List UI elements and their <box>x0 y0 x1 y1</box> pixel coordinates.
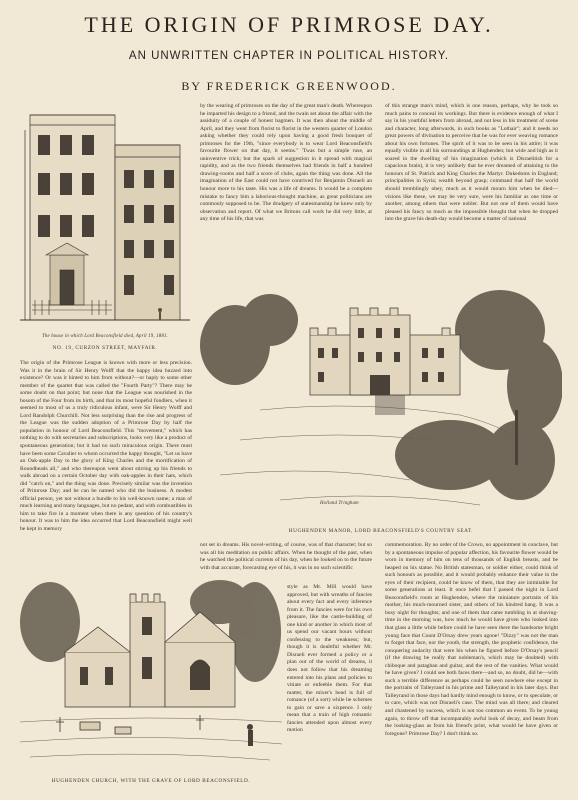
hughenden-manor-signature: Holland Tringham <box>320 501 359 506</box>
middle-bottom-text-a: not set in dreams. His novel-writing, of course, was of that character; but so was all his meditation on public affairs. When he thought of the past, when he watched the political currents of his day, when he looked on to the future with that accurate, forecasting eye of his, it was in no such scientific <box>200 542 372 571</box>
article-title: THE ORIGIN OF PRIMROSE DAY. <box>84 12 494 37</box>
curzon-street-illustration <box>20 105 190 330</box>
curzon-caption: NO. 19, CURZON STREET, MAYFAIR. <box>52 345 158 351</box>
hughenden-manor-illustration <box>200 290 562 522</box>
right-top-column-text: of this strange man's mind, which is one reason, perhaps, why he took so much pains to conceal its workings. But there is evidence enough of what I say in his youthful letters from abroad, and not less in his treatment of scene and character, long afterwards, in such books as "Lothair"; and it needs no great powers of divination to perceive that he was for ever weaving romance about his own fortunes. The spirit of it was to be seen in his attire; it was equally visible in all his surroundings at Hughenden; but wide and high as it soared in the dwelling of his imagination (which is Disraelitish for a capacious brain), it is very unlikely that he ever dreamed of attaining to the honours of St. Patrick and King Charles the Martyr. Dukedoms in England; principalities in Syria; wealth beyond grasp; command that half the world should tremblingly obey, much as it would mourn him when he died—visions like these, we may be very sure, were his familiar as one time or another, among others that were nobler. But not one of them would have pleased his fancy so much as the impossible thought that when he dropped into the grave his death-day would become a matter of national <box>385 103 558 223</box>
hughenden-manor-caption: HUGHENDEN MANOR, LORD BEACONSFIELD'S COUNTRY SEAT. <box>288 528 474 534</box>
article-subtitle: AN UNWRITTEN CHAPTER IN POLITICAL HISTORY. <box>128 50 450 62</box>
middle-top-column-text: by the wearing of primroses on the day of the great man's death. Whereupon he imparted his design to a friend, and the twain set about the affair with the assiduity of a couple of honest bagmen. It was then about the middle of April, and they went from florist to florist in the western quarter of London asking whether they could rely upon having a good fresh bouquet of primroses for the 19th, "since everybody is to wear Lord Beaconsfield's favourite flower on that day, it seems." 'Twas but a simple ruse, an uninventive trick; but the spark of suggestion in it spread with magical rapidity, and as the two friends themselves had friends in half a hundred drawing-rooms and half a score of clubs, again the thing was done. All the imagination of the East could not have contrived for Benjamin Disraeli an honour more to his taste. His was a life of dreams. It would be a complete mistake to fancy him a laborious-thought machine, as great politicians are commonly supposed to be. The drudgery of statesmanship he knew only by observation and report. Of what we Britons call work he did very little, at any time of his life, that was <box>200 103 372 223</box>
middle-bottom-text-b: style as Mr. Mill would have approved, but with wreaths of fancies about every fact and every inference from it. The fancies were for his own pleasure, like the castle-building of one kind or another in which most of us spend our vacant hours without confessing to the weakness; but, though it is doubtful whether Mr. Disraeli ever formed a policy or a plan out of the world of dreams, it does not follow that his dreaming entered into his plans and policies to vitiate or enfeeble them. For that matter, the mixer's head is full of romance (of a sort) while he schemes to gain or save a sixpence. I only mean that a train of high romantic fancies attended upon almost every motion <box>287 584 372 734</box>
curzon-small-caption: The house in which Lord Beaconsfield died, April 19, 1881. <box>42 334 168 339</box>
hughenden-church-illustration <box>20 572 282 772</box>
left-column-text: The origin of the Primrose League is known with more or less precision. Was it in the brain of Sir Henry Wolff that the happy idea buzzed into existence? Or was it hinted to him from without?—or haply to some other member of the quartet that was called the "Fourth Party"? There may be some doubt on that point; but none that the League was nourished in the bosom of the Four from its birth, and that its most hopeful fondlers, when it seemed to most of us a truly ridiculous infant, were Sir Henry Wolff and Lord Randolph Churchill. Not less surprising than the rise and progress of the League was the sudden adoption of a Primrose Day by half the population in honour of Lord Beaconsfield. This "movement," which has nothing to do with secretaries and subscriptions, looks very like a product of spontaneous generation; but it had no such miraculous origin. There must have been some Cavalier to whom occurred the happy thought, "Let us have an Oak-apple Day to the glory of King Charles and the mortification of Roundheads all," and who thereupon went about stirring up his friends to walk abroad on a certain October day with oak-apples in their hats, which did "catch on," and the thing was done. Precisely similar was the invention of Primrose Day; and he can be named who did the business. A modest official person, yet not without a bundle to his well-known name; a man of much learning and many languages, but no pedant, and with combustibles in him to take fire in a moment when there is any question of his country's honour. It was to him the idea occurred that Lord Beaconsfield might well be kept in memory <box>20 360 192 533</box>
hughenden-church-caption: HUGHENDEN CHURCH, WITH THE GRAVE OF LORD BEACONSFIELD. <box>51 778 251 784</box>
right-bottom-column-text: commemoration. By no order of the Crown, no appointment in conclave, but by a spontaneous impulse of popular affection, his favourite flower would be worn in memory of him on tens of thousands of English breasts, and be heaped on his statue. No British statesman, or soldier either, could think of such honours as possible; and it would probably enhance their value in the eyes of their recipient, could he know of them, that they are inimitable for some generations at least. It once befel that I passed the night in Lord Beaconsfield's room at Hughenden, where the miniature portraits of his mother, his much-mourned sister, and others of his kindred hang. It was a busy night for thoughts; and one of them that came tumbling in at shaving-time in the morning was, how much he would have given who looked into that glass a little while before could he have seen there the handsome bright young face that Count D'Orsay drew years agone! "Dizzy" was not the man to forget that face, nor the youth, the strength, the prophetic confidence, the conquering audacity that were his when he figured before D'Orsay's pencil (if the drawing be really that nobleman's, which may be doubted) with chiboque and patagban and guitar, and the rest of the vanities. What would he have given? I could see both faces there—and so, no doubt, did he—with such a terrible difference as perhaps could be seen nowhere else except in the portraits of Talleyrand in his prime and Talleyrand in his later days. But Talleyrand in those days had hardly mind enough to know, or to speculate, or to care, which was not Disraeli's case. The mind was all there; and cleared and chastened by success, which is not too common an event. To be young again, to throw off that incomparably awful look of decay, and beam from the looking-glass as from his friend's print, what would he have given or foregone? Primrose Day? I don't think so. <box>385 542 558 737</box>
article-byline: BY FREDERICK GREENWOOD. <box>181 79 397 93</box>
